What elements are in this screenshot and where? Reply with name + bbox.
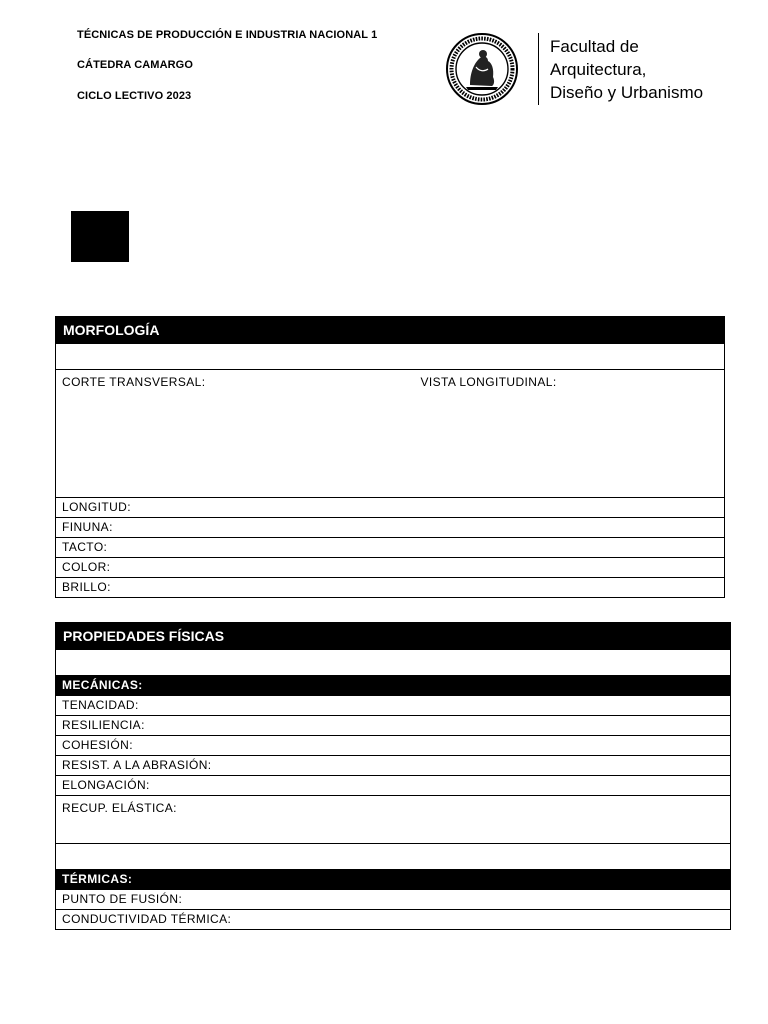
field-conductividad-termica[interactable]: CONDUCTIVIDAD TÉRMICA: (56, 910, 731, 930)
mecanicas-subtitle: MECÁNICAS: (56, 676, 731, 696)
field-tenacidad[interactable]: TENACIDAD: (56, 696, 731, 716)
faculty-name-line-1: Facultad de (550, 37, 639, 56)
header-line-ciclo: CICLO LECTIVO 2023 (77, 90, 192, 102)
field-recup-elastica[interactable]: RECUP. ELÁSTICA: (56, 796, 731, 844)
propiedades-table (55, 622, 731, 930)
field-brillo[interactable]: BRILLO: (56, 578, 725, 598)
field-cohesion[interactable]: COHESIÓN: (56, 736, 731, 756)
field-punto-fusion[interactable]: PUNTO DE FUSIÓN: (56, 890, 731, 910)
morfologia-table (55, 316, 725, 598)
field-longitud[interactable]: LONGITUD: (56, 498, 725, 518)
morfologia-title: MORFOLOGÍA (56, 317, 725, 344)
field-resiliencia[interactable]: RESILIENCIA: (56, 716, 731, 736)
propiedades-blank-row[interactable] (56, 650, 731, 676)
black-square-block (71, 211, 129, 262)
vista-longitudinal-cell[interactable]: VISTA LONGITUDINAL: (415, 370, 725, 498)
faculty-name-line-2: Arquitectura, (550, 60, 647, 79)
field-tacto[interactable]: TACTO: (56, 538, 725, 558)
termicas-subtitle: TÉRMICAS: (56, 870, 731, 890)
morfologia-blank-row[interactable] (56, 344, 725, 370)
field-color[interactable]: COLOR: (56, 558, 725, 578)
field-finuna[interactable]: FINUNA: (56, 518, 725, 538)
header-line-catedra: CÁTEDRA CAMARGO (77, 59, 193, 71)
propiedades-blank-row-2[interactable] (56, 844, 731, 870)
propiedades-title: PROPIEDADES FÍSICAS (56, 623, 731, 650)
field-elongacion[interactable]: ELONGACIÓN: (56, 776, 731, 796)
university-seal-icon (446, 33, 518, 105)
logo-divider (538, 33, 539, 105)
corte-transversal-cell[interactable]: CORTE TRANSVERSAL: (56, 370, 415, 498)
header-line-course: TÉCNICAS DE PRODUCCIÓN E INDUSTRIA NACIONAL 1 (77, 29, 378, 41)
field-resist-abrasion[interactable]: RESIST. A LA ABRASIÓN: (56, 756, 731, 776)
faculty-name-line-3: Diseño y Urbanismo (550, 83, 704, 102)
